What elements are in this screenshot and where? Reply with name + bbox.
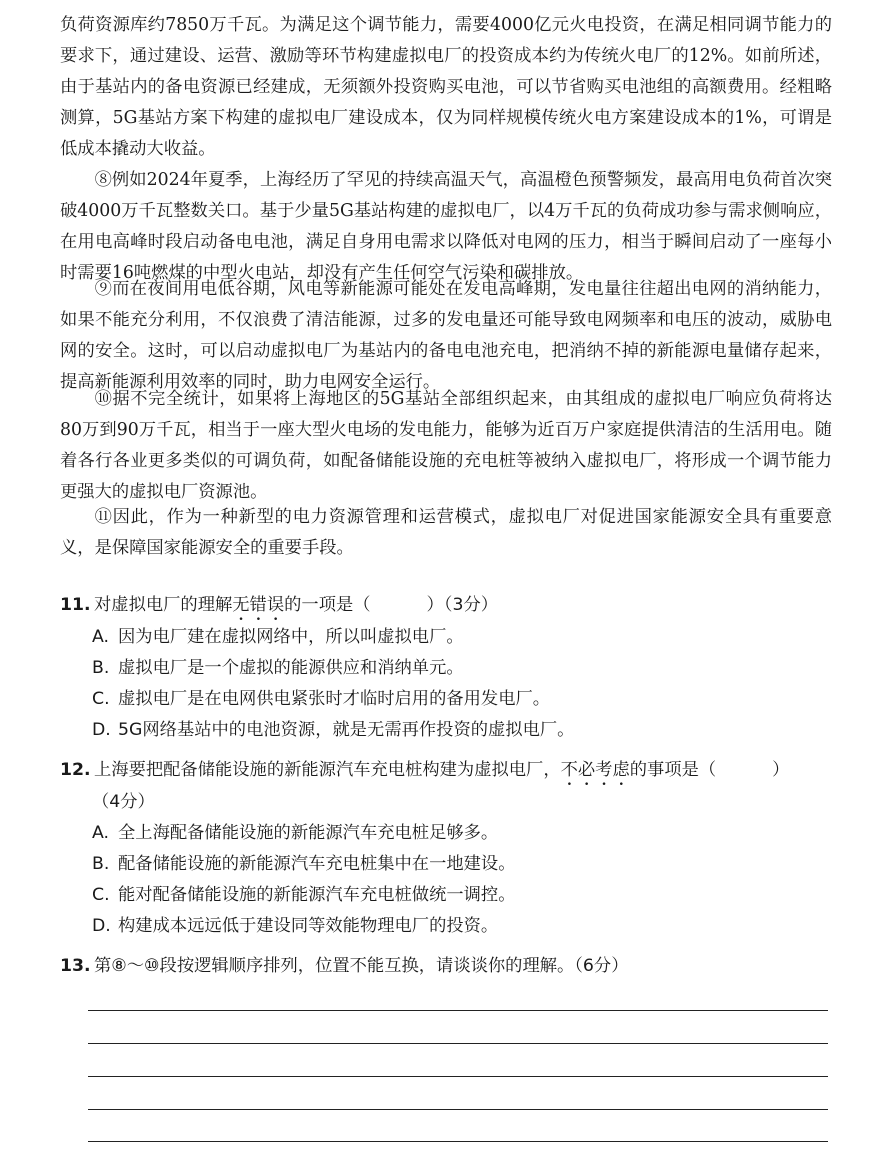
option-12-b: B. 配备储能设施的新能源汽车充电桩集中在一地建设。 <box>92 854 516 874</box>
option-11-b: B. 虚拟电厂是一个虚拟的能源供应和消纳单元。 <box>92 658 464 678</box>
option-12-d: D. 构建成本远远低于建设同等效能物理电厂的投资。 <box>92 916 499 936</box>
emphasis-text: 无错误 <box>232 595 285 615</box>
answer-line[interactable] <box>88 1043 828 1044</box>
passage-paragraph-10: ⑩据不完全统计，如果将上海地区的5G基站全部组织起来，由其组成的虚拟电厂响应负荷将达80万到90万千瓦，相当于一座大型火电场的发电能力，能够为近百万户家庭提供清洁的生活用电。随着各行各业更多类似的可调负荷，如配备储能设施的充电桩等被纳入虚拟电厂，将形成一个调节能力更强大的虚拟电厂资源池。 <box>60 389 832 502</box>
question-12-score: （4分） <box>92 792 155 812</box>
question-12-stem: 12. 上海要把配备储能设施的新能源汽车充电桩构建为虚拟电厂，不必考虑的事项是（ ） <box>60 755 840 790</box>
passage-paragraph-11: ⑪因此，作为一种新型的电力资源管理和运营模式，虚拟电厂对促进国家能源安全具有重要意义，是保障国家能源安全的重要手段。 <box>60 507 832 558</box>
question-13-stem: 13. 第⑧～⑩段按逻辑顺序排列，位置不能互换，请谈谈你的理解。（6分） <box>60 951 840 981</box>
passage-paragraph-9: ⑨而在夜间用电低谷期，风电等新能源可能处在发电高峰期，发电量往往超出电网的消纳能力，如果不能充分利用，不仅浪费了清洁能源，过多的发电量还可能导致电网频率和电压的波动，威胁电网的安全。这时，可以启动虚拟电厂为基站内的备电电池充电，把消纳不掉的新能源电量储存起来，提高新能源利用效率的同时，助力电网安全运行。 <box>60 279 832 392</box>
answer-line[interactable] <box>88 1109 828 1110</box>
option-11-d: D. 5G网络基站中的电池资源，就是无需再作投资的虚拟电厂。 <box>92 720 575 740</box>
option-11-a: A. 因为电厂建在虚拟网络中，所以叫虚拟电厂。 <box>92 627 464 647</box>
question-number: 11. <box>60 595 91 615</box>
option-12-a: A. 全上海配备储能设施的新能源汽车充电桩足够多。 <box>92 823 499 843</box>
answer-line[interactable] <box>88 1010 828 1011</box>
question-number: 12. <box>60 760 91 780</box>
answer-line[interactable] <box>88 1076 828 1077</box>
question-number: 13. <box>60 956 91 976</box>
option-11-c: C. 虚拟电厂是在电网供电紧张时才临时启用的备用发电厂。 <box>92 689 551 709</box>
emphasis-text: 不必考虑 <box>560 760 630 780</box>
question-11-stem: 11. 对虚拟电厂的理解无错误的一项是（ ）（3分） <box>60 590 840 625</box>
option-12-c: C. 能对配备储能设施的新能源汽车充电桩做统一调控。 <box>92 885 516 905</box>
passage-paragraph-continued: 负荷资源库约7850万千瓦。为满足这个调节能力，需要4000亿元火电投资，在满足相同调节能力的要求下，通过建设、运营、激励等环节构建虚拟电厂的投资成本约为传统火电厂的12%。如前所述，由于基站内的备电资源已经建成，无须额外投资购买电池，可以节省购买电池组的高额费用。经粗略测算，5G基站方案下构建的虚拟电厂建设成本，仅为同样规模传统火电方案建设成本的1%，可谓是低成本撬动大收益。 <box>60 15 832 159</box>
answer-line[interactable] <box>88 1141 828 1142</box>
passage-paragraph-8: ⑧例如2024年夏季，上海经历了罕见的持续高温天气，高温橙色预警频发，最高用电负荷首次突破4000万千瓦整数关口。基于少量5G基站构建的虚拟电厂，以4万千瓦的负荷成功参与需求侧响应，在用电高峰时段启动备电电池，满足自身用电需求以降低对电网的压力，相当于瞬间启动了一座每小时需要16吨燃煤的中型火电站，却没有产生任何空气污染和碳排放。 <box>60 170 832 283</box>
